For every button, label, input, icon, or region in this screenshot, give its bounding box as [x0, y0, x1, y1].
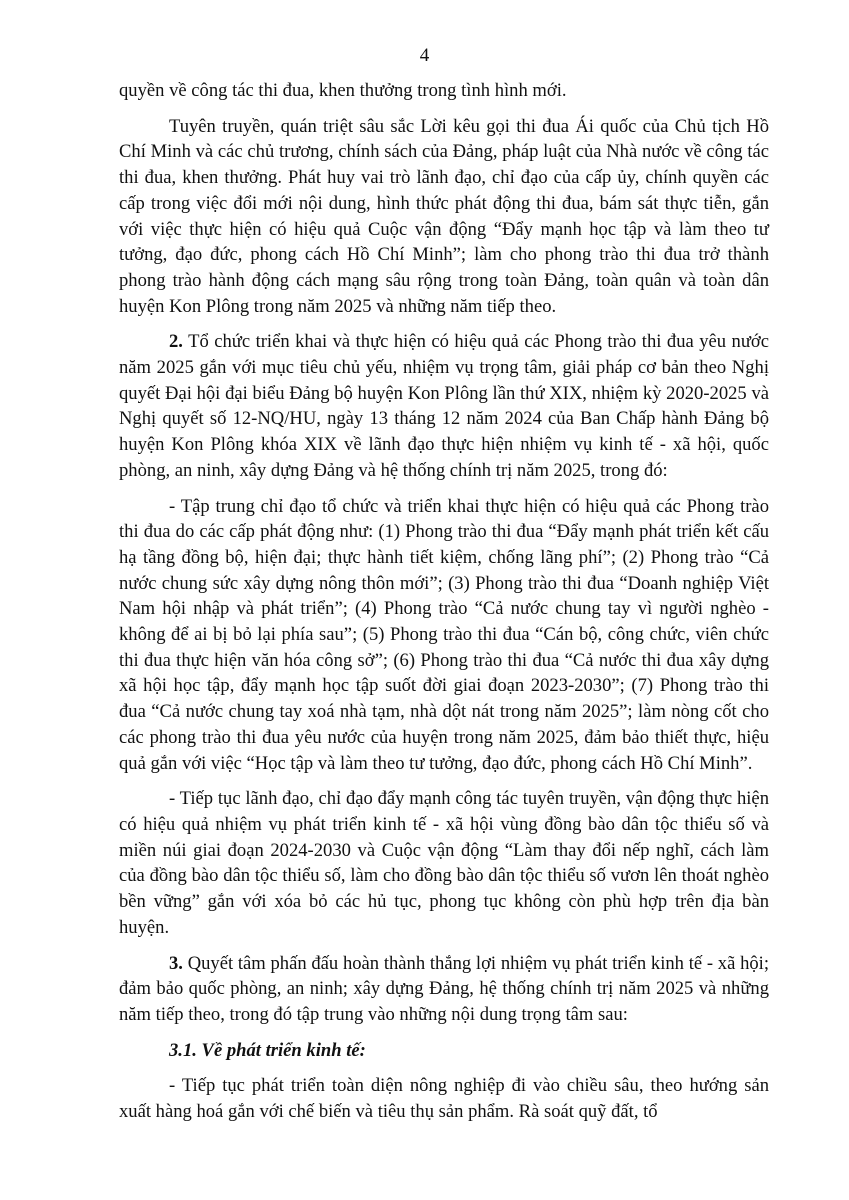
paragraph-bullet-propaganda: - Tiếp tục lãnh đạo, chỉ đạo đẩy mạnh công tác tuyên truyền, vận động thực hiện có hiệu quả nhiệm vụ phát triển kinh tế - xã hội vùng đồng bào dân tộc thiểu số và miền núi giai đoạn 2024-2030 và Cuộc vận động “Làm thay đổi nếp nghĩ, cách làm của đồng bào dân tộc thiểu số, làm cho đồng bào dân tộc thiểu số vươn lên thoát nghèo bền vững” gắn với xóa bỏ các hủ tục, phong tục không còn phù hợp trên địa bàn huyện. [119, 788, 769, 938]
section-heading-economy: 3.1. Về phát triển kinh tế: [169, 1039, 366, 1061]
item-number: 2. [169, 331, 183, 353]
paragraph-bullet-agriculture: - Tiếp tục phát triển toàn diện nông nghiệp đi vào chiều sâu, theo hướng sản xuất hàng hoá gắn với chế biến và tiêu thụ sản phẩm. Rà soát quỹ đất, tổ [119, 1075, 769, 1123]
document-body [119, 78, 769, 1135]
paragraph-bullet-movements: - Tập trung chỉ đạo tổ chức và triển khai thực hiện có hiệu quả các Phong trào thi đua do các cấp phát động như: (1) Phong trào thi đua “Đẩy mạnh phát triển kết cấu hạ tầng đồng bộ, hiện đại; thực hành tiết kiệm, chống lãng phí”; (2) Phong trào “Cả nước chung sức xây dựng nông thôn mới”; (3) Phong trào thi đua “Doanh nghiệp Việt Nam hội nhập và phát triển”; (4) Phong trào “Cả nước chung tay vì người nghèo - không để ai bị bỏ lại phía sau”; (5) Phong trào thi đua “Cán bộ, công chức, viên chức thi đua thực hiện văn hóa công sở”; (6) Phong trào thi đua “Cả nước thi đua xây dựng xã hội học tập, đẩy mạnh học tập suốt đời giai đoạn 2023-2030”; (7) Phong trào thi đua “Cả nước chung tay xoá nhà tạm, nhà dột nát trong năm 2025”; làm nòng cốt cho các phong trào thi đua yêu nước của huyện trong năm 2025, đảm bảo thiết thực, hiệu quả gắn với việc “Học tập và làm theo tư tưởng, đạo đức, phong cách Hồ Chí Minh”. [119, 495, 769, 774]
paragraph-continuation: quyền về công tác thi đua, khen thưởng trong tình hình mới. [119, 80, 567, 101]
page-number: 4 [419, 45, 430, 66]
paragraph-propaganda: Tuyên truyền, quán triệt sâu sắc Lời kêu gọi thi đua Ái quốc của Chủ tịch Hồ Chí Minh và các chủ trương, chính sách của Đảng, pháp luật của Nhà nước về công tác thi đua, khen thưởng. Phát huy vai trò lãnh đạo, chỉ đạo của cấp ủy, chính quyền các cấp trong việc đổi mới nội dung, hình thức phát động thi đua, bám sát thực tiễn, gắn với việc thực hiện có hiệu quả Cuộc vận động “Đẩy mạnh học tập và làm theo tư tưởng, đạo đức, phong cách Hồ Chí Minh”; làm cho phong trào thi đua trở thành phong trào hành động cách mạng sâu rộng trong toàn Đảng, toàn quân và toàn dân huyện Kon Plông trong năm 2025 và những năm tiếp theo. [119, 115, 769, 317]
paragraph-item-3 [119, 951, 769, 1028]
paragraph-item-2 [119, 329, 769, 483]
item-number: 3. [169, 952, 183, 974]
paragraph-text: Quyết tâm phấn đấu hoàn thành thắng lợi nhiệm vụ phát triển kinh tế - xã hội; đảm bảo quốc phòng, an ninh; xây dựng Đảng, hệ thống chính trị năm 2025 và những năm tiếp theo, trong đó tập trung vào những nội dung trọng tâm sau: [119, 952, 769, 1025]
paragraph-text: Tổ chức triển khai và thực hiện có hiệu quả các Phong trào thi đua yêu nước năm 2025 gắn với mục tiêu chủ yếu, nhiệm vụ trọng tâm, giải pháp cơ bản theo Nghị quyết Đại hội đại biểu Đảng bộ huyện Kon Plông lần thứ XIX, nhiệm kỳ 2020-2025 và Nghị quyết số 12-NQ/HU, ngày 13 tháng 12 năm 2024 của Ban Chấp hành Đảng bộ huyện Kon Plông khóa XIX về lãnh đạo thực hiện nhiệm vụ kinh tế - xã hội, quốc phòng, an ninh, xây dựng Đảng và hệ thống chính trị năm 2025, trong đó: [119, 331, 769, 481]
